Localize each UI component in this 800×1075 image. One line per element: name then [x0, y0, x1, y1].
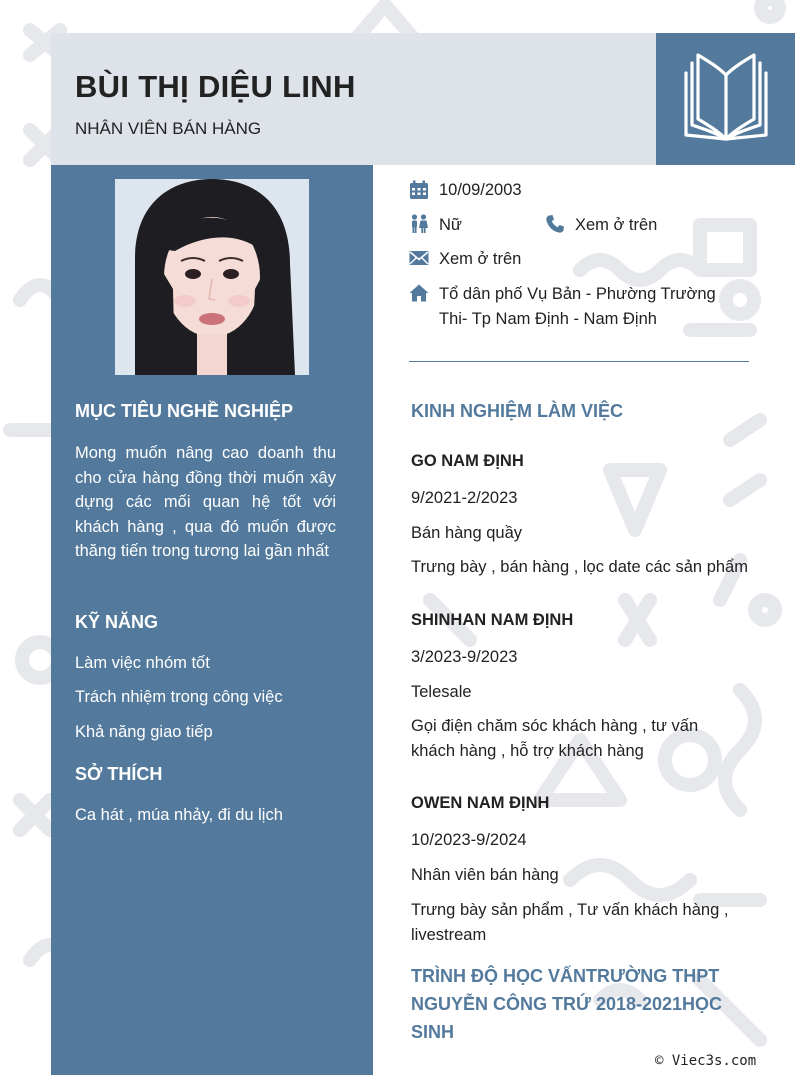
- skills-heading: KỸ NĂNG: [75, 612, 159, 632]
- job-period: 3/2023-9/2023: [411, 648, 518, 666]
- calendar-icon: [409, 180, 429, 200]
- education-heading: TRÌNH ĐỘ HỌC VẤNTRƯỜNG THPT NGUYỄN CÔNG TRỨ 2018-2021HỌC SINH: [411, 966, 723, 1042]
- watermark: © Viec3s.com: [655, 1053, 757, 1069]
- open-book-icon: [678, 53, 774, 145]
- job-description: Trưng bày , bán hàng , lọc date các sản phẩm: [411, 558, 748, 576]
- email-text: Xem ở trên: [439, 250, 522, 268]
- skill-item: Khả năng giao tiếp: [75, 723, 213, 741]
- objective-heading: MỤC TIÊU NGHỀ NGHIỆP: [75, 401, 294, 421]
- experience-heading: KINH NGHIỆM LÀM VIỆC: [411, 401, 624, 421]
- job-company: SHINHAN NAM ĐỊNH: [411, 611, 574, 629]
- hobbies-text: Ca hát , múa nhảy, đi du lịch: [75, 806, 283, 824]
- job-description: Trưng bày sản phẩm , Tư vấn khách hàng , livestream: [411, 901, 729, 944]
- candidate-name: BÙI THỊ DIỆU LINH: [75, 69, 356, 104]
- avatar: [115, 179, 309, 375]
- phone-icon: [545, 214, 565, 234]
- gender-text: Nữ: [439, 216, 462, 234]
- skill-item: Trách nhiệm trong công việc: [75, 688, 283, 706]
- objective-text: Mong muốn nâng cao doanh thu cho cửa hàng đồng thời muốn xây dựng các mối quan hệ tốt với khách hàng , qua đó muốn được thăng tiến trong tương lai gần nhất: [75, 444, 336, 560]
- phone-text: Xem ở trên: [575, 216, 658, 234]
- gender-icon: [409, 214, 429, 234]
- main-content: [373, 165, 800, 1075]
- hobbies-heading: SỞ THÍCH: [75, 764, 163, 784]
- job-period: 9/2021-2/2023: [411, 489, 518, 507]
- job-company: OWEN NAM ĐỊNH: [411, 794, 550, 812]
- logo-box: [656, 33, 795, 165]
- job-position: Telesale: [411, 683, 472, 701]
- address-line-1: Tổ dân phố Vụ Bản - Phường Trường: [439, 285, 716, 303]
- home-icon: [409, 283, 429, 303]
- job-description: Gọi điện chăm sóc khách hàng , tư vấn khách hàng , hỗ trợ khách hàng: [411, 717, 699, 760]
- sidebar: [51, 165, 373, 1075]
- job-company: GO NAM ĐỊNH: [411, 452, 524, 470]
- job-title: NHÂN VIÊN BÁN HÀNG: [75, 119, 262, 138]
- section-divider: [409, 361, 749, 362]
- skill-item: Làm việc nhóm tốt: [75, 654, 210, 672]
- job-period: 10/2023-9/2024: [411, 831, 527, 849]
- header: [51, 33, 656, 165]
- job-position: Nhân viên bán hàng: [411, 866, 559, 884]
- birthday-text: 10/09/2003: [439, 181, 522, 199]
- address-line-2: Thi- Tp Nam Định - Nam Định: [439, 310, 657, 328]
- envelope-icon: [409, 248, 429, 268]
- job-position: Bán hàng quầy: [411, 524, 523, 542]
